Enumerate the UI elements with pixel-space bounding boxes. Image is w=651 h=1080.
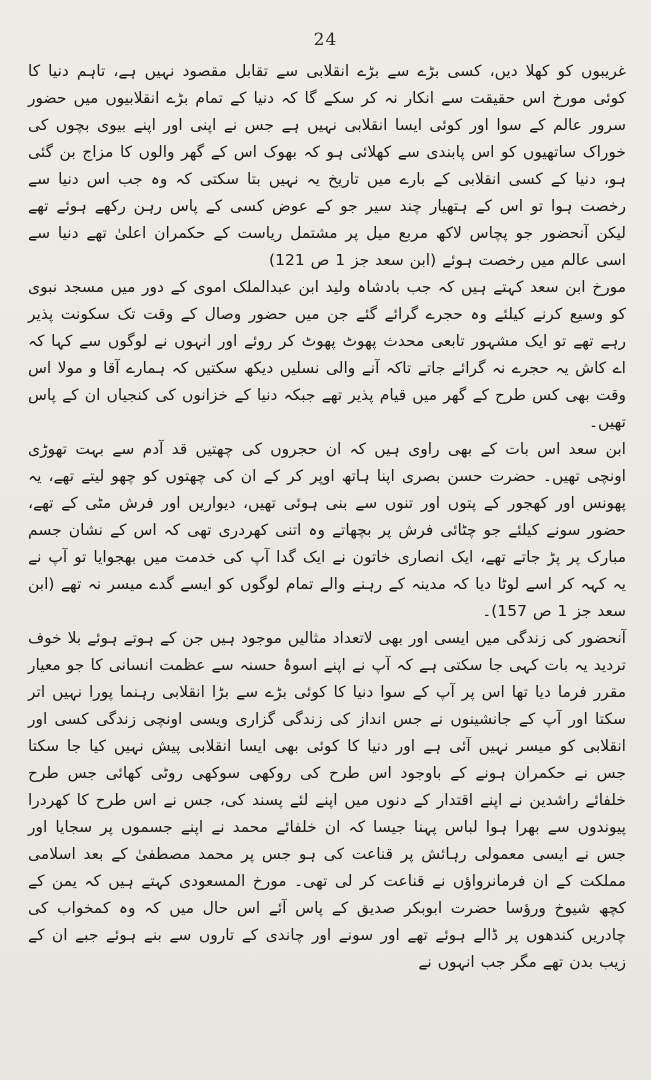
page-number: 24	[313, 30, 338, 50]
paragraph-4: آنحضور کی زندگی میں ایسی اور بھی لاتعداد مثالیں موجود ہیں جن کے ہوتے ہوئے بلا خوف تردید یہ بات کہی جا سکتی ہے کہ آپ نے اپنے اسوۂ حسنہ سے عظمت انسانی کا جو معیار مقرر فرما دیا تھا اس پر آپ کے سوا دنیا کا کوئی بڑے سے بڑا انقلابی رہنما پورا نہیں اتر سکتا اور آپ کے جانشینوں نے جس انداز کی زندگی گزاری ویسی اونچی زندگی کسی اور انقلابی کو میسر نہیں آئی ہے اور دنیا کا کوئی بھی ایسا انقلابی پیش نہیں کیا جا سکتا جس نے حکمران ہونے کے باوجود اس طرح کی روکھی سوکھی روٹی کھائی جس طرح خلفائے راشدین نے اپنے اقتدار کے دنوں میں اپنے لئے پسند کی، جس نے اس طرح کا کھردرا پیوندوں سے بھرا ہوا لباس پہنا جیسا کہ ان خلفائے محمد نے اپنے جسموں پر سجایا اور جس نے ایسی معمولی رہائش پر قناعت کی ہو جس پر محمد مصطفیٰ کے بعد اسلامی مملکت کے ان فرمانرواؤں نے قناعت کر لی تھی۔ مورخ المسعودی کہتے ہیں کہ یمن کے کچھ شیوخ ورؤسا حضرت ابوبکر صدیق کے پاس آئے اس حال میں کہ وہ کمخواب کی چادریں کندھوں پر ڈالے ہوئے تھے اور سونے اور چاندی کے تاروں سے بنے ہوئے جبے ان کے زیب بدن تھے مگر جب انہوں نے	[28, 629, 626, 971]
paragraph-2: مورخ ابن سعد کہتے ہیں کہ جب بادشاہ ولید ابن عبدالملک اموی کے دور میں مسجد نبوی کو وسیع کرنے کیلئے وہ حجرے گرائے گئے جن میں حضور وصال کے وقت تک سکونت پذیر رہے تھے تو ایک مشہور تابعی محدث پھوٹ پھوٹ کر روئے اور انہوں نے لوگوں سے کہا کہ اے کاش یہ حجرے نہ گرائے جاتے تاکہ آنے والی نسلیں دیکھ سکتیں کہ ہمارے آقا و مولا اس وقت بھی کس طرح کے گھر میں قیام پذیر تھے جبکہ دنیا کے خزانوں کی کنجیاں ان کے پاس تھیں۔	[28, 278, 626, 431]
paragraph-1: غریبوں کو کھلا دیں، کسی بڑے سے بڑے انقلابی سے تقابل مقصود نہیں ہے، تاہم دنیا کا کوئی مورخ اس حقیقت سے انکار نہ کر سکے گا کہ دنیا کے تمام بڑے انقلابیوں میں حضور سرور عالم کے سوا اور کوئی ایسا انقلابی نہیں ہے جس نے اپنی اور اپنے بیوی بچوں کی خوراک ساتھیوں کو اس پابندی سے کھلائی ہو کہ بھوک اس کے گھر والوں کا مزاج بن گئی ہو، دنیا کے کسی انقلابی کے بارے میں تاریخ یہ نہیں بتا سکتی کہ وہ جب اس دنیا سے رخصت ہوا تو اس کے ہتھیار چند سیر جو کے عوض کسی کے پاس رہن رکھے ہوئے تھے لیکن آنحضور جو پچاس لاکھ مربع میل پر مشتمل ریاست کے حکمران اعلیٰ تھے دنیا سے اسی عالم میں رخصت ہوئے (ابن سعد جز 1 ص 121)	[28, 62, 626, 269]
paragraph-3: ابن سعد اس بات کے بھی راوی ہیں کہ ان حجروں کی چھتیں قد آدم سے بہت تھوڑی اونچی تھیں۔ حضرت حسن بصری اپنا ہاتھ اوپر کر کے ان کی چھتوں کو چھو لیتے تھے، یہ پھونس اور کھجور کے پتوں اور تنوں سے بنی ہوئی تھیں، دیواریں اور فرش مٹی کے تھے، حضور سونے کیلئے جو چٹائی فرش پر بچھاتے وہ اتنی کھردری تھی کہ اس کے نشان جسم مبارک پر پڑ جاتے تھے، ایک انصاری خاتون نے ایک گدا آپ کی خدمت میں بھجوایا تو آپ نے یہ کہہ کر اسے لوٹا دیا کہ مدینہ کے رہنے والے تمام لوگوں کو ایسے گدے میسر نہ تھے (ابن سعد جز 1 ص 157)۔	[28, 440, 626, 620]
page-text	[28, 58, 626, 976]
